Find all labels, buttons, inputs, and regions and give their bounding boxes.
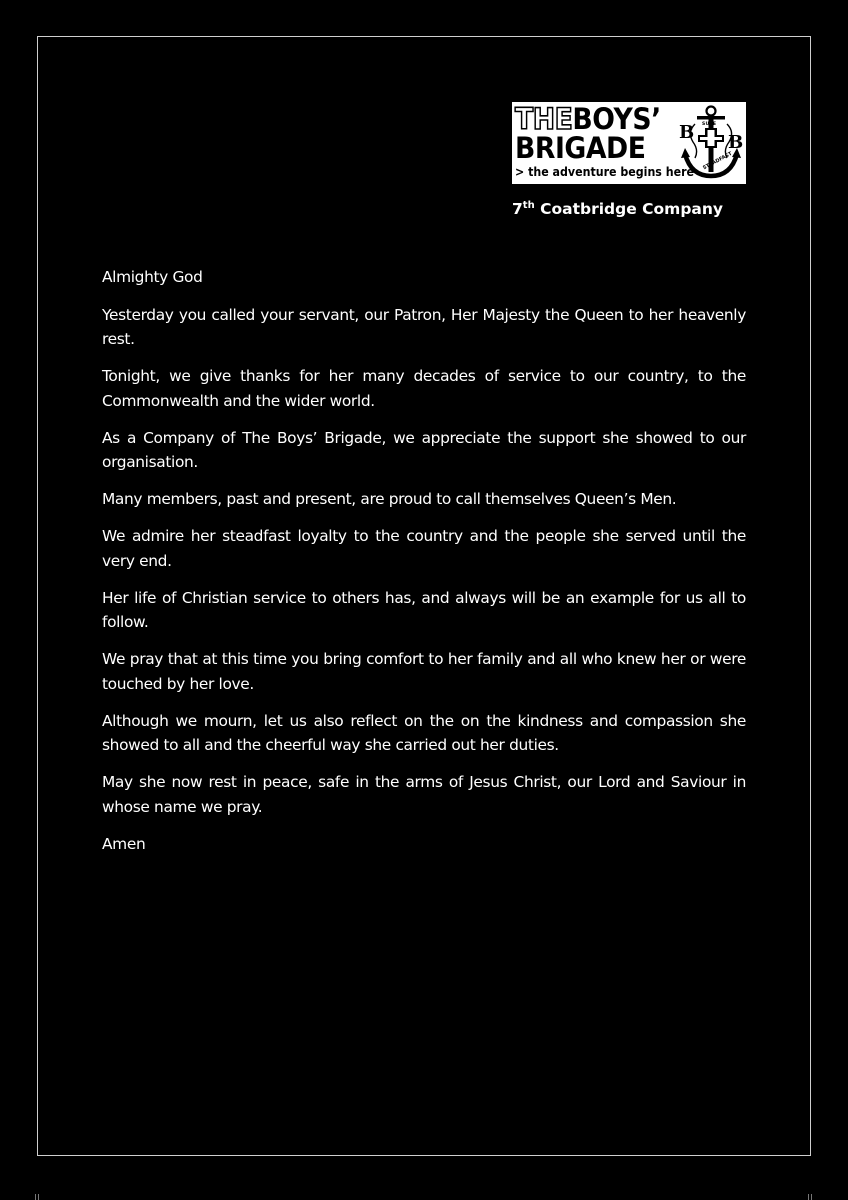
emblem-letter-right: B [728,132,744,153]
paragraph: As a Company of The Boys’ Brigade, we appreciate the support she showed to our organisation. [102,428,746,471]
crop-mark-right [808,1194,812,1200]
emblem-top-word: SURE [702,122,717,127]
closing: Amen [102,834,146,853]
company-heading [512,199,723,219]
paragraph: Although we mourn, let us also reflect on the on the kindness and compassion she showed to all and the cheerful way she carried out her duties. [102,711,746,754]
emblem-bottom-word: STEADFAST [702,150,734,172]
logo-word-brigade: BRIGADE [515,131,646,165]
company-name: Coatbridge Company [540,200,724,218]
logo-word-boys: BOYS’ [572,102,661,136]
company-ordinal-suffix: th [522,199,535,211]
logo-tagline: > the adventure begins here [515,165,695,179]
paragraph: Many members, past and present, are proud to call themselves Queen’s Men. [102,490,677,508]
salutation: Almighty God [102,268,203,286]
paragraph: May she now rest in peace, safe in the arms of Jesus Christ, our Lord and Saviour in whose name we pray. [102,773,746,816]
prayer-letter [102,265,746,869]
paragraph: Her life of Christian service to others has, and always will be an example for us all to follow. [102,588,746,631]
crop-mark-left [35,1194,39,1200]
paragraph: Yesterday you called your servant, our Patron, Her Majesty the Queen to her heavenly rest. [102,305,746,348]
paragraph: We pray that at this time you bring comfort to her family and all who knew her or were touched by her love. [102,650,746,693]
logo-line-one [515,104,661,134]
paragraph: Tonight, we give thanks for her many decades of service to our country, to the Commonwealth and the wider world. [102,367,746,410]
logo-word-the: THE [515,102,573,136]
boys-brigade-logo [512,102,746,184]
paragraph: We admire her steadfast loyalty to the country and the people she served until the very end. [102,527,746,570]
company-number: 7 [512,200,523,218]
emblem-letter-left: B [679,122,695,143]
